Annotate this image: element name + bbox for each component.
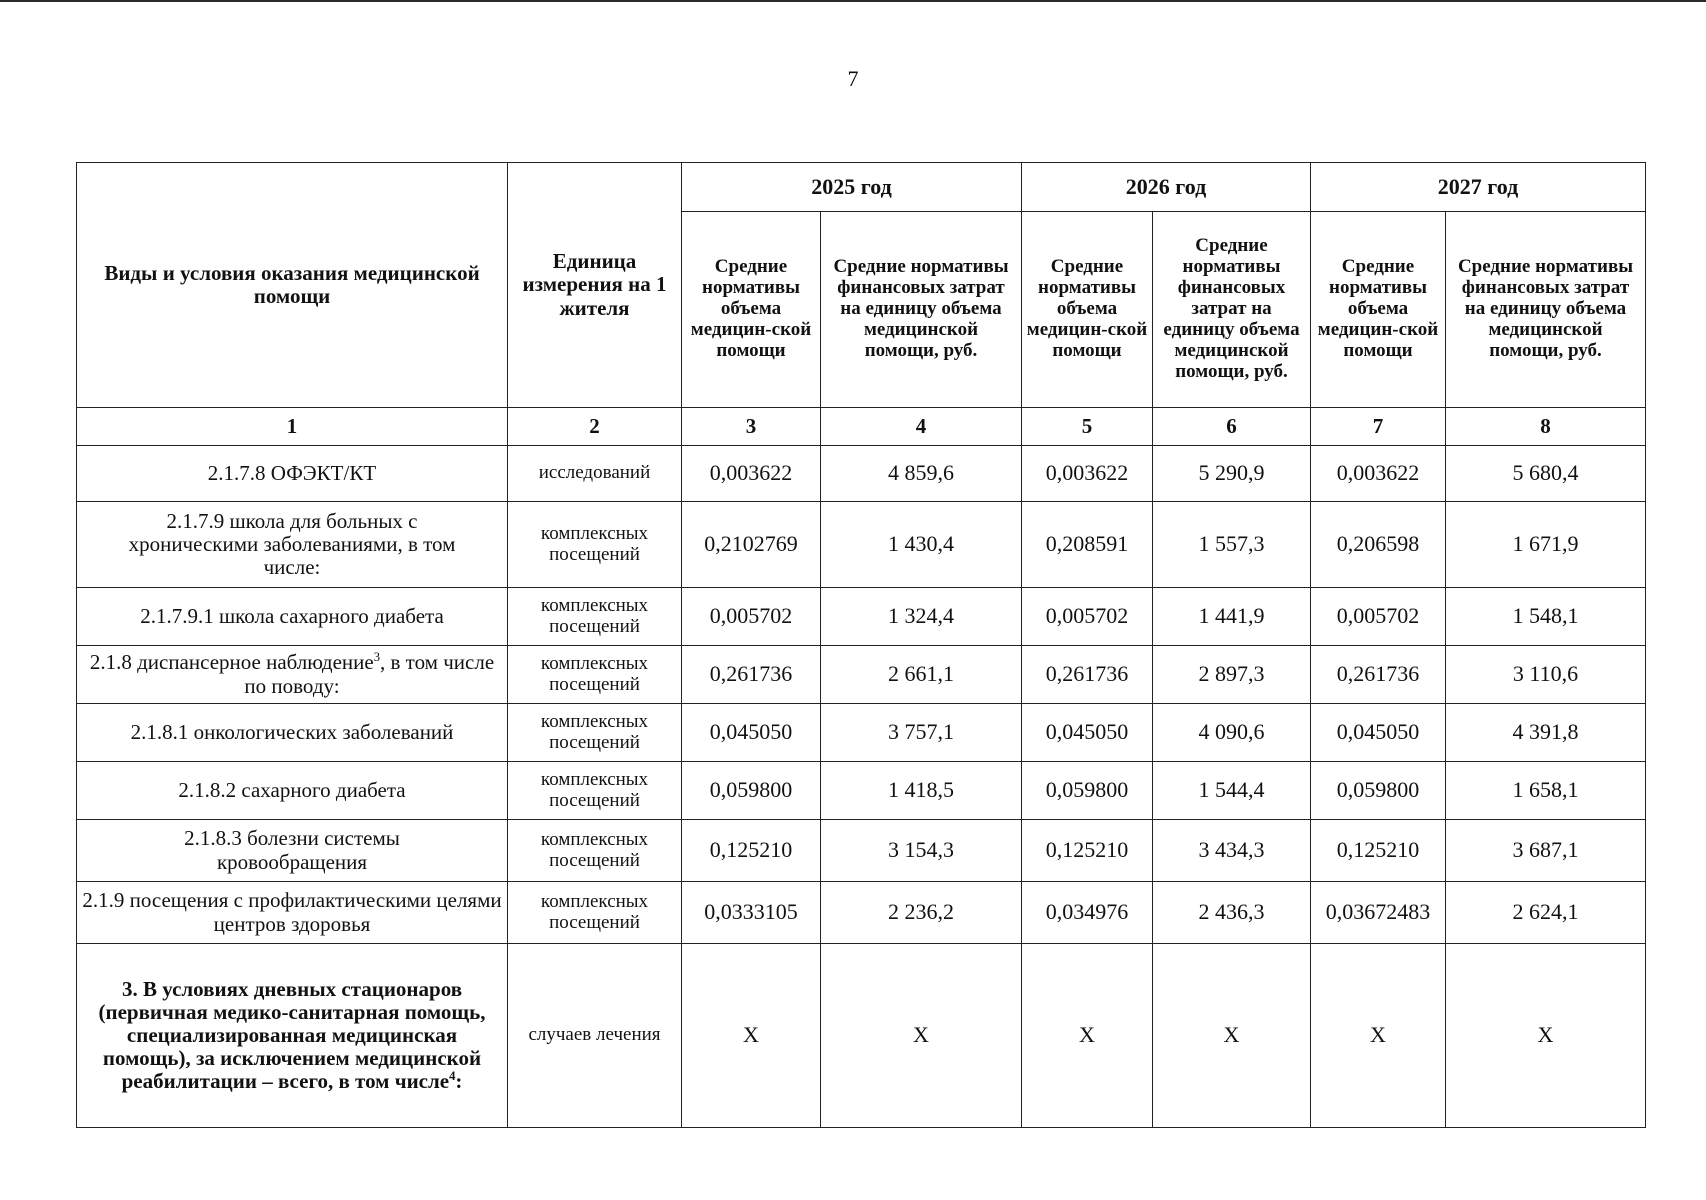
header-row-years — [77, 163, 1646, 212]
cost-2025: Х — [821, 944, 1022, 1128]
table-row-section-3 — [77, 944, 1646, 1128]
row-name-text-continued: , в том числе по поводу: — [244, 650, 495, 698]
volume-2027: 0,261736 — [1311, 646, 1446, 704]
cost-2027: Х — [1446, 944, 1646, 1128]
row-name: 2.1.8.2 сахарного диабета — [77, 762, 508, 820]
cost-2025: 2 661,1 — [821, 646, 1022, 704]
cost-2025: 3 757,1 — [821, 704, 1022, 762]
volume-2027: 0,059800 — [1311, 762, 1446, 820]
column-number: 3 — [682, 408, 821, 446]
table-row — [77, 446, 1646, 502]
volume-2025: 0,0333105 — [682, 882, 821, 944]
header-year-2027: 2027 год — [1311, 163, 1646, 212]
volume-2027: 0,045050 — [1311, 704, 1446, 762]
volume-2027: 0,125210 — [1311, 820, 1446, 882]
cost-2025: 3 154,3 — [821, 820, 1022, 882]
row-unit: комплексных посещений — [508, 820, 682, 882]
volume-2025: 0,003622 — [682, 446, 821, 502]
cost-2025: 4 859,6 — [821, 446, 1022, 502]
norms-table — [76, 162, 1646, 1128]
cost-2026: 1 544,4 — [1153, 762, 1311, 820]
volume-2025: 0,125210 — [682, 820, 821, 882]
volume-2027: 0,206598 — [1311, 502, 1446, 588]
volume-2026: 0,034976 — [1022, 882, 1153, 944]
header-unit: Единица измерения на 1 жителя — [508, 163, 682, 408]
footnote-marker: 3 — [373, 650, 381, 665]
cost-2026: 4 090,6 — [1153, 704, 1311, 762]
volume-2027: Х — [1311, 944, 1446, 1128]
row-name-colon: : — [455, 1069, 463, 1094]
volume-2026: 0,059800 — [1022, 762, 1153, 820]
cost-2026: 1 557,3 — [1153, 502, 1311, 588]
row-unit: исследований — [508, 446, 682, 502]
header-cost-2027: Средние нормативы финансовых затрат на единицу объема медицинской помощи, руб. — [1446, 212, 1646, 408]
row-name: 2.1.7.9 школа для больных с хроническими заболеваниями, в том числе: — [77, 502, 508, 588]
footnote-marker: 4 — [449, 1069, 456, 1084]
row-name: 2.1.8.3 болезни системы кровообращения — [77, 820, 508, 882]
volume-2027: 0,005702 — [1311, 588, 1446, 646]
page-number: 7 — [847, 66, 859, 91]
cost-2025: 1 430,4 — [821, 502, 1022, 588]
row-unit: комплексных посещений — [508, 588, 682, 646]
column-number: 4 — [821, 408, 1022, 446]
volume-2027: 0,03672483 — [1311, 882, 1446, 944]
row-name: 2.1.7.9.1 школа сахарного диабета — [77, 588, 508, 646]
table-row — [77, 762, 1646, 820]
column-number: 2 — [508, 408, 682, 446]
header-volume-2026: Средние нормативы объема медицин-ской помощи — [1022, 212, 1153, 408]
volume-2026: 0,005702 — [1022, 588, 1153, 646]
row-name-text: 3. В условиях дневных стационаров (первичная медико-санитарная помощь, специализированная медицинская помощь), за исключением медицинской реабилитации – всего, в том числе — [98, 976, 486, 1094]
volume-2026: 0,045050 — [1022, 704, 1153, 762]
cost-2026: 2 897,3 — [1153, 646, 1311, 704]
cost-2025: 1 418,5 — [821, 762, 1022, 820]
volume-2025: 0,045050 — [682, 704, 821, 762]
cost-2027: 1 548,1 — [1446, 588, 1646, 646]
table-row — [77, 820, 1646, 882]
volume-2025: 0,005702 — [682, 588, 821, 646]
row-unit: комплексных посещений — [508, 502, 682, 588]
cost-2027: 5 680,4 — [1446, 446, 1646, 502]
column-number: 7 — [1311, 408, 1446, 446]
row-name — [77, 944, 508, 1128]
row-name — [77, 646, 508, 704]
header-volume-2025: Средние нормативы объема медицин-ской помощи — [682, 212, 821, 408]
column-number: 5 — [1022, 408, 1153, 446]
column-number-row — [77, 408, 1646, 446]
table-row — [77, 588, 1646, 646]
cost-2027: 4 391,8 — [1446, 704, 1646, 762]
row-unit: комплексных посещений — [508, 704, 682, 762]
cost-2026: Х — [1153, 944, 1311, 1128]
volume-2026: 0,208591 — [1022, 502, 1153, 588]
volume-2026: 0,125210 — [1022, 820, 1153, 882]
volume-2025: 0,261736 — [682, 646, 821, 704]
header-cost-2025: Средние нормативы финансовых затрат на единицу объема медицинской помощи, руб. — [821, 212, 1022, 408]
cost-2025: 2 236,2 — [821, 882, 1022, 944]
row-unit: случаев лечения — [508, 944, 682, 1128]
row-unit: комплексных посещений — [508, 762, 682, 820]
row-unit: комплексных посещений — [508, 646, 682, 704]
cost-2026: 5 290,9 — [1153, 446, 1311, 502]
cost-2027: 3 687,1 — [1446, 820, 1646, 882]
scan-edge-line — [0, 0, 1706, 2]
column-number: 1 — [77, 408, 508, 446]
table-row — [77, 704, 1646, 762]
header-cost-2026: Средние нормативы финансовых затрат на единицу объема медицинской помощи, руб. — [1153, 212, 1311, 408]
cost-2025: 1 324,4 — [821, 588, 1022, 646]
header-types-conditions: Виды и условия оказания медицинской помощи — [77, 163, 508, 408]
volume-2026: 0,003622 — [1022, 446, 1153, 502]
header-year-2025: 2025 год — [682, 163, 1022, 212]
cost-2027: 1 658,1 — [1446, 762, 1646, 820]
cost-2026: 1 441,9 — [1153, 588, 1311, 646]
header-year-2026: 2026 год — [1022, 163, 1311, 212]
table-row — [77, 646, 1646, 704]
header-volume-2027: Средние нормативы объема медицин-ской помощи — [1311, 212, 1446, 408]
cost-2027: 2 624,1 — [1446, 882, 1646, 944]
column-number: 6 — [1153, 408, 1311, 446]
column-number: 8 — [1446, 408, 1646, 446]
row-name: 2.1.7.8 ОФЭКТ/КТ — [77, 446, 508, 502]
volume-2025: 0,059800 — [682, 762, 821, 820]
row-unit: комплексных посещений — [508, 882, 682, 944]
cost-2026: 3 434,3 — [1153, 820, 1311, 882]
table-row — [77, 882, 1646, 944]
row-name-text: 2.1.8 диспансерное наблюдение — [89, 650, 374, 675]
row-name: 2.1.9 посещения с профилактическими целями центров здоровья — [77, 882, 508, 944]
table-row — [77, 502, 1646, 588]
volume-2027: 0,003622 — [1311, 446, 1446, 502]
cost-2026: 2 436,3 — [1153, 882, 1311, 944]
cost-2027: 3 110,6 — [1446, 646, 1646, 704]
cost-2027: 1 671,9 — [1446, 502, 1646, 588]
volume-2025: Х — [682, 944, 821, 1128]
volume-2026: Х — [1022, 944, 1153, 1128]
volume-2025: 0,2102769 — [682, 502, 821, 588]
volume-2026: 0,261736 — [1022, 646, 1153, 704]
row-name: 2.1.8.1 онкологических заболеваний — [77, 704, 508, 762]
